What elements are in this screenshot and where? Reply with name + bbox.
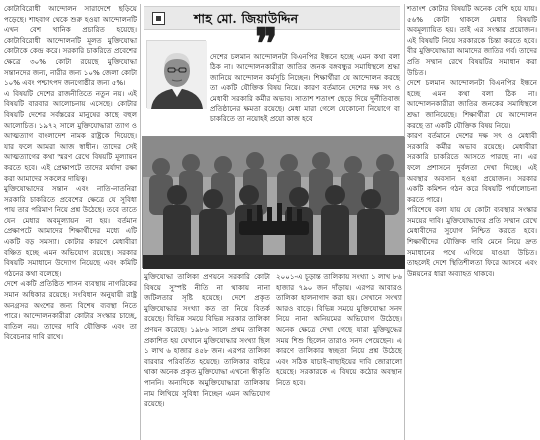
left-paragraph-4: দেশে একটি প্রতিষ্ঠিত শাসন ব্যবস্থায় নাগরিকের সমান অধিকার রয়েছে। সংবিধান অনুযায়ী রাষ্ট্র অনগ্রসর অংশের জন্য বিশেষ ব্যবস্থা নিতে পারে। আন্দোলনকারীরা কোটার সংস্কার চাচ্ছে, বাতিল নয়। তাদের দাবি যৌক্তিক এবং তা বিবেচনার দাবি রাখে। [4, 279, 137, 342]
right-paragraph-2: দেশে চলমান আন্দোলনটা বিএনপির ইন্ধনে হচ্ছে এমন কথা বলা ঠিক না। আন্দোলনকারীরা জাতির জনকের সমাধিস্থলে শ্রদ্ধা জানিয়েছে। শিক্ষার্থীরা যে আন্দোলন করছে তা একটি যৌক্তিক বিষয় নিয়ে। [407, 78, 537, 130]
author-portrait [146, 40, 206, 108]
column-divider-left [140, 4, 141, 440]
press-conference-photo [142, 136, 404, 268]
middle-right-column: ২০০১-এ চূড়ান্ত তালিকায় সংখ্যা ১ লাখ ৮৬ হাজার ৭৯০ জন দাঁড়ায়। এরপর আবারও তালিকা হালনাগাদ করা হয়। সেখানে সংখ্যা আরও বাড়ে। বিভিন্ন সময়ে মুক্তিযোদ্ধা সনদ নিয়ে নানা অনিয়মের অভিযোগ উঠেছে। অনেক ক্ষেত্রে দেখা গেছে যারা মুক্তিযুদ্ধের সময় শিশু ছিলেন তারাও সনদ পেয়েছেন। এ কারণে তালিকার স্বচ্ছতা নিয়ে প্রশ্ন উঠেছে এবং সঠিক যাচাই-বাছাইয়ের দাবি জোরালো হয়েছে। সরকারকে এ বিষয়ে কঠোর অবস্থান নিতে হবে। [276, 272, 402, 387]
pull-quote: দেশের চলমান আন্দোলনটা বিএনপির ইন্ধনে হচ্ছে এমন কথা বলা ঠিক না। আন্দোলনকারীরা জাতির জনক বঙ্গবন্ধুর সমাধিস্থলে শ্রদ্ধা জানিয়ে আন্দোলন কর্মসূচি নিচ্ছেন। শিক্ষার্থীরা যে আন্দোলন করছে তা একটি যৌক্তিক বিষয় নিয়ে। কারণ বর্তমানে দেশের দক্ষ সৎ ও মেধাবী সরকারি কর্মীর অভাব। সাতাশ শতাংশ ছেড়ে দিয়ে দুর্নীতিবাজ প্রতিষ্ঠানের ক্ষমতা রয়েছে। মেধা মারা গেলে যেকোনো নিয়োগে বা চাকরিতে তা নয়োহই প্রয়ো কাজ হবে [210, 52, 400, 124]
right-paragraph-3: কারণ বর্তমানে দেশের দক্ষ সৎ ও মেধাবী সরকারি কর্মীর অভাব রয়েছে। মেধাবীরা সরকারি চাকরিতে আসতে পারছে না। এর ফলে প্রশাসনে দুর্বলতা দেখা দিচ্ছে। এই অবস্থার অবসান হওয়া প্রয়োজন। সরকার একটি কমিশন গঠন করে বিষয়টি পর্যালোচনা করতে পারে। [407, 131, 537, 204]
left-column [4, 4, 137, 440]
right-paragraph-1: শতাংশ কোটার বিষয়টি অনেক বেশি হয়ে যায়। ৫৬% কোটা থাকলে মেধার বিষয়টি অবমূল্যায়িত হয়। তাই এর সংস্কার প্রয়োজন। এই বিষয়টি নিয়ে সরকারকে চিন্তা করতে হবে। বীর মুক্তিযোদ্ধারা আমাদের জাতির গর্ব। তাদের প্রতি সম্মান রেখে বিষয়টির সমাধান করা উচিত। [407, 4, 537, 77]
left-paragraph-1: কোটাবিরোধী আন্দোলন সারাদেশে ছড়িয়ে পড়েছে। শাহবাগ থেকে শুরু হওয়া আন্দোলনটি এখন বেশ খানিক প্রচারিত হয়েছে। কোটাবিরোধী আন্দোলনটি মূলত মুক্তিযোদ্ধা কোটাকে কেন্দ্র করে। সরকারি চাকরিতে প্রবেশের ক্ষেত্রে ৩০% কোটা রয়েছে মুক্তিযোদ্ধা সন্তানদের জন্য, নারীর জন্য ১০% জেলা কোটা ১০% এবং পশ্চাৎপদ জনগোষ্ঠীর জন্য ৫%। [4, 4, 137, 88]
quote-mark-icon: ❞ [255, 19, 278, 68]
square-marker-icon [152, 12, 165, 25]
left-paragraph-3: মুক্তিযোদ্ধাদের সন্তান এবং নাতি-নাতনিরা সরকারি চাকরিতে প্রবেশের ক্ষেত্রে যে সুবিধা পায় তার পরিমাণ নিয়ে প্রশ্ন উঠেছে। তবে তাতে যেন মেধার অবমূল্যায়ন না হয়। বর্তমান প্রেক্ষাপটে আমাদের শিক্ষার্থীদের মধ্যে এটি একটি বড় সমস্যা। কোটার কারণে মেধাবীরা বঞ্চিত হচ্ছে এমন অভিযোগ রয়েছে। সরকার বিষয়টি সমাধানে উদ্যোগ নিয়েছে এবং কমিটি গঠনের কথা বলেছে। [4, 184, 137, 278]
middle-left-column: মুক্তিযোদ্ধা তালিকা প্রণয়নে সরকারি কোটা বিষয়ে সুস্পষ্ট নীতি না থাকায় নানা জটিলতার সৃষ্টি হয়েছে। দেশে প্রকৃত মুক্তিযোদ্ধার সংখ্যা কত তা নিয়ে বিতর্ক রয়েছে। বিভিন্ন সময়ে বিভিন্ন সরকার তালিকা প্রণয়ন করেছে। ১৯৮৬ সালে প্রথম তালিকা প্রকাশিত হয় যেখানে মুক্তিযোদ্ধার সংখ্যা ছিল ১ লাখ ৬ হাজার ৪৫৮ জন। এরপর তালিকা বারবার পরিবর্তিত হয়েছে। তালিকার বাইরে থাকা অনেক প্রকৃত মুক্তিযোদ্ধা এখনো স্বীকৃতি পাননি। অন্যদিকে অমুক্তিযোদ্ধারা তালিকায় নাম লিখিয়ে সুবিধা নিচ্ছেন এমন অভিযোগ রয়েছে। [144, 272, 270, 409]
right-column [407, 4, 537, 440]
right-paragraph-4: পরিশেষে বলা যায় যে কোটা ব্যবস্থার সংস্কার সময়ের দাবি। মুক্তিযোদ্ধাদের প্রতি সম্মান রেখে মেধাবীদের সুযোগ নিশ্চিত করতে হবে। শিক্ষার্থীদের যৌক্তিক দাবি মেনে নিয়ে দ্রুত সমাধানের পথে এগিয়ে যাওয়া উচিত। তাহলেই দেশে স্থিতিশীলতা ফিরে আসবে এবং উন্নয়নের ধারা অব্যাহত থাকবে। [407, 205, 537, 278]
author-byline: শাহ মো. জিয়াউদ্দিন [194, 11, 299, 26]
left-paragraph-2: এ বিষয়টি দেশের রাজনীতিতে নতুন নয়। এই বিষয়টি বারবার আলোচনায় এসেছে। কোটার বিষয়টি দেশের সর্বস্তরের মানুষের কাছে বহুল আলোচিত। ১৯৭২ সালে মুক্তিযোদ্ধারা ত্যাগ ও আত্মত্যাগ বাংলাদেশ নামক রাষ্ট্রকে দিয়েছে। যার ফলে আমরা আজ স্বাধীন। তাদের সেই আত্মত্যাগের কথা স্মরণ রেখে বিষয়টি মূল্যায়ন করতে হবে। এই প্রেক্ষাপটে তাদের মর্যাদা রক্ষা করা আমাদের সকলের দায়িত্ব। [4, 88, 137, 183]
